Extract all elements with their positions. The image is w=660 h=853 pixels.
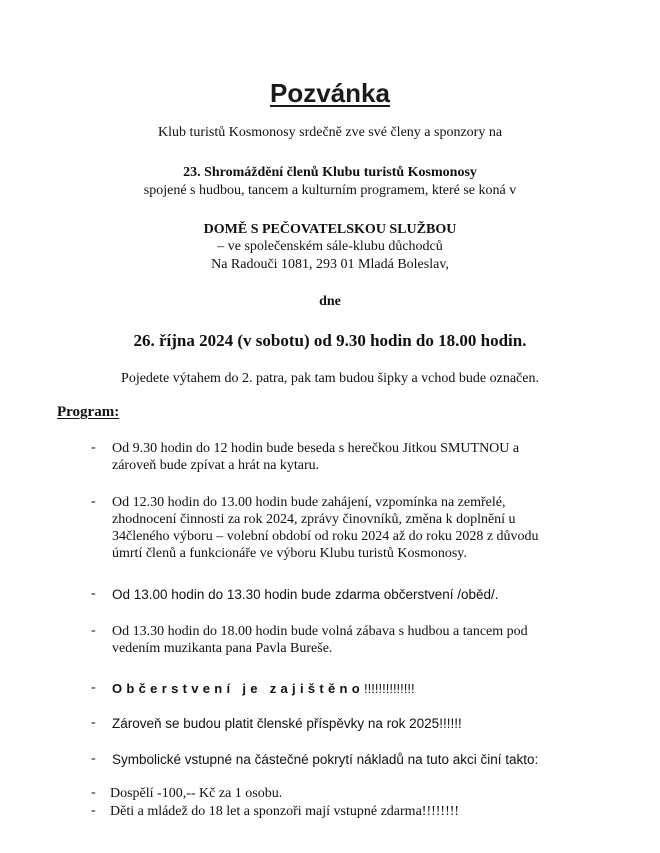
page-title: Pozvánka <box>270 78 390 108</box>
refreshments-exclaim: !!!!!!!!!!!!!! <box>364 681 415 696</box>
venue-room: – ve společenském sále-klubu důchodců <box>217 239 443 254</box>
bullet-dash: - <box>91 494 96 509</box>
refreshments-notice <box>112 680 609 698</box>
bullet-dash: - <box>91 586 96 601</box>
bullet-dash: - <box>91 803 96 818</box>
venue-address: Na Radouči 1081, 293 01 Mladá Boleslav, <box>211 257 449 272</box>
directions-text: Pojedete výtahem do 2. patra, pak tam budou šipky a vchod bude označen. <box>121 371 539 386</box>
program-item-line: úmrtí členů a funkcionáře ve výboru Klubu turistů Kosmonosy. <box>112 546 467 561</box>
bullet-dash: - <box>91 785 96 800</box>
venue-name: DOMĚ S PEČOVATELSKOU SLUŽBOU <box>203 222 457 237</box>
program-item-line: vedením muzikanta pana Pavla Bureše. <box>112 641 333 656</box>
program-item-line: zhodnocení činnosti za rok 2024, zprávy činovníků, změna k doplnění u <box>112 512 516 527</box>
intro-text: Klub turistů Kosmonosy srdečně zve své členy a sponzory na <box>157 125 503 140</box>
event-date: 26. října 2024 (v sobotu) od 9.30 hodin do 18.00 hodin. <box>133 331 527 350</box>
program-heading: Program: <box>57 404 120 420</box>
program-item-line: Od 13.30 hodin do 18.00 hodin bude volná zábava s hudbou a tancem pod <box>112 624 528 639</box>
fee-children: Děti a mládež do 18 let a sponzoři mají vstupné zdarma!!!!!!!! <box>110 804 460 819</box>
program-item-line: Od 12.30 hodin do 13.00 hodin bude zahájení, vzpomínka na zemřelé, <box>112 495 506 510</box>
bullet-dash: - <box>91 680 96 695</box>
bullet-dash: - <box>91 440 96 455</box>
refreshments-text: Občerstvení je zajištěno <box>112 681 365 696</box>
bullet-dash: - <box>91 715 96 730</box>
program-item-line: 34členého výboru – volební období od roku 2024 až do roku 2028 z důvodu <box>112 529 539 544</box>
program-item-line: Zároveň se budou platit členské příspěvky na rok 2025!!!!!! <box>112 716 462 731</box>
event-description: spojené s hudbou, tancem a kulturním programem, které se koná v <box>143 183 517 198</box>
bullet-dash: - <box>91 751 96 766</box>
fee-adults: Dospělí -100,-- Kč za 1 osobu. <box>110 786 283 801</box>
program-item-line: Od 13.00 hodin do 13.30 hodin bude zdarma občerstvení /oběd/. <box>112 587 499 602</box>
program-item-line: Od 9.30 hodin do 12 hodin bude beseda s herečkou Jitkou SMUTNOU a <box>112 441 520 456</box>
date-label: dne <box>319 294 341 309</box>
program-item-line: zároveň bude zpívat a hrát na kytaru. <box>112 458 320 473</box>
bullet-dash: - <box>91 623 96 638</box>
program-item-line: Symbolické vstupné na částečné pokrytí nákladů na tuto akci činí takto: <box>112 752 539 767</box>
event-name: 23. Shromáždění členů Klubu turistů Kosmonosy <box>183 165 477 180</box>
